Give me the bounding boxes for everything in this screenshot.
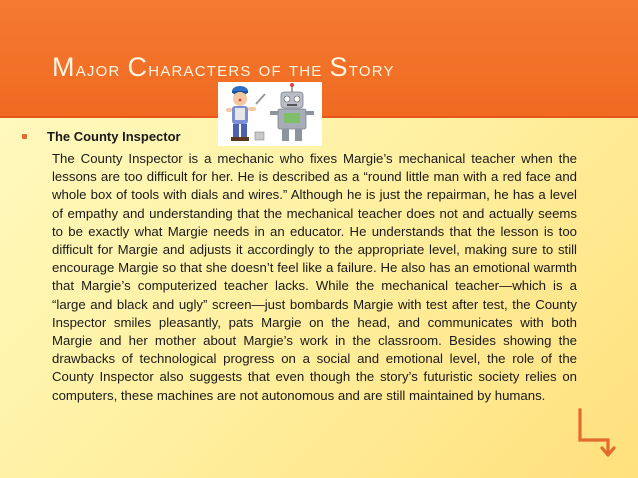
- bullet-heading: The County Inspector: [47, 128, 181, 144]
- mechanic-and-robot-clipart: [218, 82, 322, 146]
- turn-down-arrow-icon[interactable]: [574, 408, 618, 460]
- square-bullet-icon: [22, 134, 27, 139]
- bullet-item: [22, 128, 181, 144]
- bullet-body-text: The County Inspector is a mechanic who fixes Margie’s mechanical teacher when the lessons are too difficult for her. He is described as a “round little man with a red face and whole box of tools with dials and wires.” Although he is just the repairman, he has a level of empathy and understanding that the mechanical teacher does not and actually seems to be exactly what Margie needs in an educator. He understands that the lesson is too difficult for Margie and adjusts it accordingly to the appropriate level, making sure to still encourage Margie so that she doesn’t feel like a failure. He also has an emotional warmth that Margie’s computerized teacher lacks. While the mechanical teacher—which is a “large and black and ugly” screen—just bombards Margie with test after test, the County Inspector smiles pleasantly, pats Margie on the head, and communicates with both Margie and her mother about Margie’s work in the classroom. Besides showing the drawbacks of technological progress on a social and emotional level, the role of the County Inspector also suggests that even though the story’s futuristic society relies on computers, these machines are not autonomous and are still maintained by humans.: [52, 151, 577, 403]
- slide-title: Major Characters of the Story: [52, 52, 395, 82]
